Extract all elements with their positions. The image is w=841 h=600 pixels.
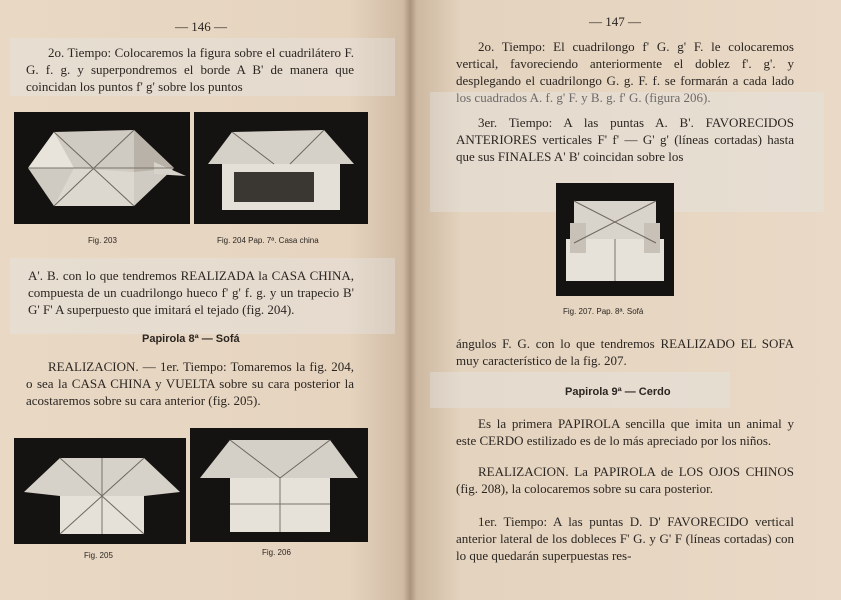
right-paragraph-1: 2o. Tiempo: El cuadrilongo f' G. g' F. le colocaremos vertical, favoreciendo anteriormente el doblez f'. g'. y desplegando el cuadrilongo G. g. F. f. se formarán a cada lado los cuadrados A. f. g' F. y B. g. f' G. (figura 206). <box>456 39 794 105</box>
right-paragraph-5: REALIZACION. La PAPIROLA de LOS OJOS CHINOS (fig. 208), la colocaremos sobre su cara posterior. <box>456 464 794 496</box>
left-paragraph-2: A'. B. con lo que tendremos REALIZADA la CASA CHINA, compuesta de un cuadrilongo hueco f' g' f. g. y un trapecio B' G' F' A superpuesto que imitará el tejado (fig. 204). <box>28 268 354 317</box>
figure-206-photo <box>190 428 368 542</box>
figure-205-caption: Fig. 205 <box>84 551 113 560</box>
figure-206-caption: Fig. 206 <box>262 548 291 557</box>
page-number-left: — 146 — <box>175 19 227 34</box>
figure-203-photo <box>14 112 190 224</box>
left-paragraph-3: REALIZACION. — 1er. Tiempo: Tomaremos la fig. 204, o sea la CASA CHINA y VUELTA sobre su cara posterior la acostaremos sobre su cara anterior (fig. 205). <box>26 359 354 408</box>
right-paragraph-6: 1er. Tiempo: A las puntas D. D' FAVORECIDO vertical anterior lateral de los dobleces F' G. y G' F (líneas cortadas) con lo que quedarán superpuestas res- <box>456 514 794 563</box>
right-paragraph-3: ángulos F. G. con lo que tendremos REALIZADO EL SOFA muy característico de la fig. 207. <box>456 336 794 368</box>
figure-205-photo <box>14 438 186 544</box>
figure-207-photo <box>556 183 674 296</box>
book-gutter <box>403 0 417 600</box>
section-heading-cerdo: Papirola 9ª — Cerdo <box>565 386 671 398</box>
left-page <box>0 0 410 600</box>
figure-204-caption: Fig. 204 Pap. 7ª. Casa china <box>217 236 319 245</box>
right-page <box>410 0 841 600</box>
section-heading-sofa: Papirola 8ª — Sofá <box>142 333 240 345</box>
right-paragraph-4: Es la primera PAPIROLA sencilla que imita un animal y este CERDO estilizado es de lo más apreciado por los niños. <box>456 416 794 448</box>
page-number-right: — 147 — <box>589 14 641 29</box>
figure-207-caption: Fig. 207. Pap. 8ª. Sofá <box>563 307 644 316</box>
right-paragraph-2: 3er. Tiempo: A las puntas A. B'. FAVORECIDOS ANTERIORES verticales F' f' — G' g' (líneas cortadas) hasta que sus FINALES A' B' coincidan sobre los <box>456 115 794 164</box>
figure-204-photo <box>194 112 368 224</box>
figure-203-caption: Fig. 203 <box>88 236 117 245</box>
left-paragraph-1: 2o. Tiempo: Colocaremos la figura sobre el cuadrilátero F. G. f. g. y superpondremos el borde A B' de manera que coincidan los puntos f' g' sobre los puntos <box>26 45 354 94</box>
